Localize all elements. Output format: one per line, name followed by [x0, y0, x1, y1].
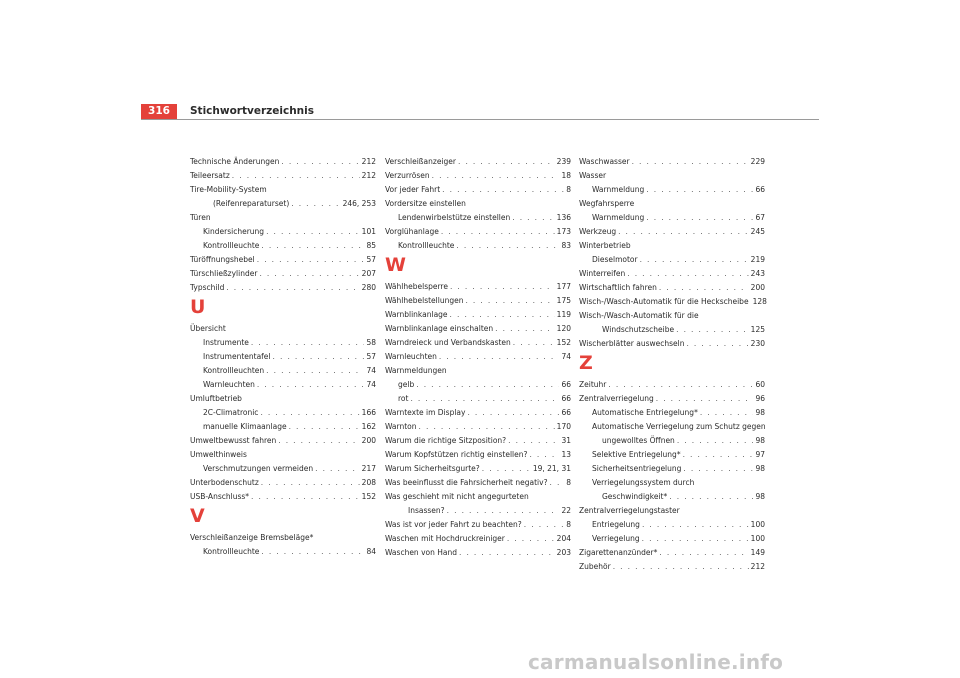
index-subentry — [190, 239, 376, 253]
entry-label: gelb — [398, 380, 415, 389]
index-section-letter: Z — [579, 352, 593, 374]
index-subentry — [385, 504, 571, 518]
entry-label: Zentralverriegelungstaster — [579, 506, 680, 515]
index-entry — [579, 546, 765, 560]
entry-page-ref: 166 — [361, 408, 376, 417]
index-entry — [385, 225, 571, 239]
entry-label: Warntexte im Display — [385, 408, 466, 417]
index-entry — [385, 448, 571, 462]
index-subentry — [385, 392, 571, 406]
entry-page-ref: 100 — [750, 520, 765, 529]
entry-label: Vordersitze einstellen — [385, 199, 466, 208]
entry-page-ref: 177 — [556, 282, 571, 291]
entry-label: Verschleißanzeige Bremsbeläge* — [190, 533, 314, 542]
index-entry — [385, 434, 571, 448]
entry-label: Verzurrösen — [385, 171, 430, 180]
index-entry — [579, 560, 765, 574]
index-entry — [385, 532, 571, 546]
index-entry — [190, 281, 376, 295]
index-entry — [579, 169, 765, 183]
dot-leader — [257, 253, 365, 267]
entry-label: Dieselmotor — [592, 255, 638, 264]
watermark-text: carmanualsonline.info — [528, 650, 784, 674]
entry-page-ref: 98 — [755, 436, 765, 445]
entry-page-ref: 219 — [750, 255, 765, 264]
entry-label: Verriegelungssystem durch — [592, 478, 695, 487]
index-section-letter: V — [190, 505, 205, 527]
entry-label: Warnmeldungen — [385, 366, 447, 375]
index-subentry — [579, 323, 765, 337]
dot-leader — [261, 476, 360, 490]
index-column-1 — [190, 155, 376, 559]
index-subentry — [579, 211, 765, 225]
entry-page-ref: 83 — [561, 241, 571, 250]
dot-leader — [676, 323, 749, 337]
index-entry — [190, 183, 376, 197]
dot-leader — [683, 448, 754, 462]
dot-leader — [456, 239, 559, 253]
index-subentry — [190, 225, 376, 239]
entry-label: Kindersicherung — [203, 227, 265, 236]
index-entry — [385, 183, 571, 197]
entry-label: Tire-Mobility-System — [190, 185, 267, 194]
entry-label: Zigarettenanzünder* — [579, 548, 658, 557]
entry-label: Winterreifen — [579, 269, 626, 278]
header-divider — [141, 119, 819, 120]
entry-label: Kontrollleuchte — [398, 241, 455, 250]
entry-label: Kontrollleuchten — [203, 366, 265, 375]
dot-leader — [432, 169, 560, 183]
index-subentry — [579, 183, 765, 197]
dot-leader — [315, 462, 360, 476]
entry-label: Windschutzscheibe — [602, 325, 675, 334]
index-entry — [190, 211, 376, 225]
index-entry — [190, 155, 376, 169]
index-subentry — [190, 406, 376, 420]
entry-page-ref: 57 — [366, 352, 376, 361]
index-entry — [579, 378, 765, 392]
dot-leader — [677, 434, 754, 448]
entry-page-ref: 98 — [755, 408, 765, 417]
dot-leader — [450, 280, 555, 294]
index-subentry — [190, 420, 376, 434]
entry-page-ref: 8 — [566, 520, 571, 529]
entry-label: Warum Sicherheitsgurte? — [385, 464, 480, 473]
entry-page-ref: 245 — [750, 227, 765, 236]
entry-label: Wischerblätter auswechseln — [579, 339, 685, 348]
index-entry — [385, 197, 571, 211]
dot-leader — [266, 225, 360, 239]
dot-leader — [232, 169, 360, 183]
entry-page-ref: 66 — [561, 408, 571, 417]
entry-label: (Reifenreparaturset) — [213, 199, 290, 208]
index-subentry — [579, 448, 765, 462]
entry-label: Wisch-/Wasch-Automatik für die — [579, 311, 699, 320]
index-entry — [385, 490, 571, 504]
entry-page-ref: 66 — [561, 380, 571, 389]
entry-page-ref: 200 — [361, 436, 376, 445]
entry-page-ref: 152 — [361, 492, 376, 501]
entry-page-ref: 120 — [556, 324, 571, 333]
dot-leader — [261, 239, 364, 253]
entry-label: Zubehör — [579, 562, 611, 571]
entry-label: Warnleuchten — [385, 352, 437, 361]
dot-leader — [251, 336, 365, 350]
index-subentry — [579, 420, 765, 434]
dot-leader — [278, 434, 359, 448]
entry-label: Warnmeldung — [592, 185, 645, 194]
index-entry — [385, 155, 571, 169]
dot-leader — [495, 322, 555, 336]
dot-leader — [507, 532, 555, 546]
index-entry — [385, 336, 571, 350]
entry-label: USB-Anschluss* — [190, 492, 250, 501]
entry-label: Türöffnungshebel — [190, 255, 255, 264]
entry-label: Warnleuchten — [203, 380, 255, 389]
dot-leader — [467, 406, 559, 420]
entry-page-ref: 58 — [366, 338, 376, 347]
entry-label: Verschleißanzeiger — [385, 157, 456, 166]
entry-page-ref: 98 — [755, 464, 765, 473]
dot-leader — [259, 267, 359, 281]
entry-page-ref: 208 — [361, 478, 376, 487]
index-entry — [385, 308, 571, 322]
entry-page-ref: 128 — [752, 297, 767, 306]
entry-page-ref: 96 — [755, 394, 765, 403]
index-column-2 — [385, 155, 571, 560]
entry-label: Insassen? — [408, 506, 445, 515]
entry-label: Zeituhr — [579, 380, 607, 389]
dot-leader — [442, 183, 564, 197]
entry-label: Unterbodenschutz — [190, 478, 259, 487]
entry-label: Wählhebelstellungen — [385, 296, 464, 305]
index-column-3 — [579, 155, 765, 574]
dot-leader — [642, 532, 749, 546]
index-subentry — [579, 434, 765, 448]
dot-leader — [416, 378, 559, 392]
entry-page-ref: 239 — [556, 157, 571, 166]
dot-leader — [613, 560, 749, 574]
entry-page-ref: 100 — [750, 534, 765, 543]
index-entry — [385, 518, 571, 532]
index-entry — [190, 448, 376, 462]
entry-page-ref: 84 — [366, 547, 376, 556]
dot-leader — [257, 378, 365, 392]
dot-leader — [441, 225, 555, 239]
entry-label: Winterbetrieb — [579, 241, 631, 250]
index-entry — [385, 322, 571, 336]
entry-page-ref: 119 — [556, 310, 571, 319]
dot-leader — [281, 155, 359, 169]
index-subentry — [385, 239, 571, 253]
index-entry — [579, 504, 765, 518]
index-entry — [190, 476, 376, 490]
entry-page-ref: 22 — [561, 506, 571, 515]
entry-page-ref: 243 — [750, 269, 765, 278]
dot-leader — [659, 281, 749, 295]
index-subentry — [579, 462, 765, 476]
dot-leader — [656, 392, 754, 406]
entry-page-ref: 18 — [561, 171, 571, 180]
index-subentry — [190, 336, 376, 350]
index-entry — [579, 225, 765, 239]
dot-leader — [646, 183, 753, 197]
index-entry — [579, 155, 765, 169]
index-entry — [190, 169, 376, 183]
dot-leader — [608, 378, 753, 392]
entry-label: Sicherheitsentriegelung — [592, 464, 682, 473]
entry-label: Waschen von Hand — [385, 548, 457, 557]
entry-page-ref: 60 — [755, 380, 765, 389]
index-entry — [385, 420, 571, 434]
entry-label: Kontrollleuchte — [203, 547, 260, 556]
dot-leader — [459, 546, 555, 560]
index-entry — [579, 392, 765, 406]
entry-label: Warndreieck und Verbandskasten — [385, 338, 511, 347]
index-section-letter: U — [190, 296, 206, 318]
entry-page-ref: 19, 21, 31 — [532, 464, 571, 473]
entry-page-ref: 175 — [556, 296, 571, 305]
entry-page-ref: 162 — [361, 422, 376, 431]
index-entry — [579, 267, 765, 281]
dot-leader — [686, 337, 748, 351]
index-entry — [190, 434, 376, 448]
entry-page-ref: 8 — [566, 185, 571, 194]
entry-label: Wisch-/Wasch-Automatik für die Heckscheibe — [579, 297, 749, 306]
entry-page-ref: 149 — [750, 548, 765, 557]
entry-label: Technische Änderungen — [190, 157, 280, 166]
index-entry — [385, 169, 571, 183]
index-subentry — [190, 462, 376, 476]
entry-page-ref: 246, 253 — [342, 199, 376, 208]
entry-label: Automatische Verriegelung zum Schutz gegen — [592, 422, 766, 431]
index-subentry — [579, 253, 765, 267]
entry-page-ref: 66 — [755, 185, 765, 194]
entry-page-ref: 173 — [556, 227, 571, 236]
entry-label: Wählhebelsperre — [385, 282, 448, 291]
index-entry — [190, 253, 376, 267]
dot-leader — [482, 462, 531, 476]
index-entry — [579, 281, 765, 295]
index-entry — [579, 309, 765, 323]
entry-label: Selektive Entriegelung* — [592, 450, 681, 459]
index-entry — [385, 546, 571, 560]
dot-leader — [659, 546, 748, 560]
dot-leader — [291, 197, 340, 211]
entry-label: Umweltbewusst fahren — [190, 436, 277, 445]
entry-page-ref: 67 — [755, 213, 765, 222]
entry-label: Werkzeug — [579, 227, 617, 236]
index-entry — [385, 476, 571, 490]
index-entry — [190, 267, 376, 281]
entry-label: Automatische Entriegelung* — [592, 408, 698, 417]
index-entry — [579, 239, 765, 253]
entry-page-ref: 74 — [366, 366, 376, 375]
entry-label: Typschild — [190, 283, 225, 292]
index-entry — [385, 364, 571, 378]
index-entry — [385, 350, 571, 364]
index-entry — [579, 295, 765, 309]
dot-leader — [512, 211, 554, 225]
dot-leader — [508, 434, 559, 448]
dot-leader — [419, 420, 555, 434]
entry-page-ref: 66 — [561, 394, 571, 403]
index-entry — [190, 392, 376, 406]
index-entry — [385, 280, 571, 294]
entry-page-ref: 212 — [750, 562, 765, 571]
dot-leader — [618, 225, 749, 239]
index-entry — [385, 406, 571, 420]
index-subentry — [579, 518, 765, 532]
dot-leader — [700, 406, 754, 420]
index-subentry — [190, 350, 376, 364]
index-subentry — [190, 197, 376, 211]
dot-leader — [458, 155, 555, 169]
dot-leader — [447, 504, 560, 518]
index-entry — [190, 490, 376, 504]
dot-leader — [550, 476, 565, 490]
page-number-badge: 316 — [141, 104, 177, 119]
entry-page-ref: 203 — [556, 548, 571, 557]
entry-page-ref: 97 — [755, 450, 765, 459]
entry-label: Warnblinkanlage — [385, 310, 448, 319]
dot-leader — [273, 350, 365, 364]
entry-label: Teileersatz — [190, 171, 230, 180]
index-subentry — [579, 406, 765, 420]
entry-label: Was ist vor jeder Fahrt zu beachten? — [385, 520, 522, 529]
entry-label: Umluftbetrieb — [190, 394, 242, 403]
entry-page-ref: 101 — [361, 227, 376, 236]
index-subentry — [190, 545, 376, 559]
entry-label: Entriegelung — [592, 520, 640, 529]
index-entry — [579, 197, 765, 211]
entry-label: Instrumente — [203, 338, 249, 347]
entry-page-ref: 136 — [556, 213, 571, 222]
page-title: Stichwortverzeichnis — [190, 105, 314, 117]
entry-page-ref: 13 — [561, 450, 571, 459]
entry-label: manuelle Klimaanlage — [203, 422, 287, 431]
entry-page-ref: 229 — [750, 157, 765, 166]
entry-label: Instrumententafel — [203, 352, 271, 361]
entry-label: Was geschieht mit nicht angegurteten — [385, 492, 529, 501]
index-entry — [385, 462, 571, 476]
index-subentry — [579, 490, 765, 504]
entry-label: Warum die richtige Sitzposition? — [385, 436, 507, 445]
dot-leader — [669, 490, 753, 504]
dot-leader — [627, 267, 748, 281]
index-subentry — [579, 476, 765, 490]
index-subentry — [385, 211, 571, 225]
entry-label: Wasser — [579, 171, 607, 180]
entry-label: Warum Kopfstützen richtig einstellen? — [385, 450, 528, 459]
entry-label: Verriegelung — [592, 534, 640, 543]
dot-leader — [266, 364, 364, 378]
entry-label: Warnblinkanlage einschalten — [385, 324, 494, 333]
dot-leader — [226, 281, 359, 295]
entry-label: Verschmutzungen vermeiden — [203, 464, 314, 473]
entry-page-ref: 74 — [561, 352, 571, 361]
entry-page-ref: 31 — [561, 436, 571, 445]
dot-leader — [289, 420, 360, 434]
dot-leader — [646, 211, 753, 225]
entry-page-ref: 8 — [566, 478, 571, 487]
entry-page-ref: 125 — [750, 325, 765, 334]
entry-page-ref: 207 — [361, 269, 376, 278]
entry-page-ref: 85 — [366, 241, 376, 250]
dot-leader — [632, 155, 749, 169]
dot-leader — [450, 308, 555, 322]
dot-leader — [513, 336, 555, 350]
entry-label: Waschwasser — [579, 157, 630, 166]
dot-leader — [640, 253, 749, 267]
index-subentry — [579, 532, 765, 546]
entry-label: Geschwindigkeit* — [602, 492, 668, 501]
index-subentry — [190, 364, 376, 378]
entry-label: Vor jeder Fahrt — [385, 185, 441, 194]
entry-label: Kontrollleuchte — [203, 241, 260, 250]
entry-page-ref: 230 — [750, 339, 765, 348]
dot-leader — [524, 518, 564, 532]
entry-label: 2C-Climatronic — [203, 408, 259, 417]
index-entry — [385, 294, 571, 308]
entry-label: Übersicht — [190, 324, 226, 333]
entry-label: Umwelthinweis — [190, 450, 247, 459]
entry-page-ref: 152 — [556, 338, 571, 347]
entry-page-ref: 204 — [556, 534, 571, 543]
entry-label: Was beeinflusst die Fahrsicherheit negativ? — [385, 478, 548, 487]
index-section-letter: W — [385, 254, 406, 276]
index-entry — [190, 531, 376, 545]
entry-label: Lendenwirbelstütze einstellen — [398, 213, 511, 222]
index-entry — [579, 337, 765, 351]
entry-label: ungewolltes Öffnen — [602, 436, 675, 445]
dot-leader — [683, 462, 753, 476]
entry-page-ref: 200 — [750, 283, 765, 292]
entry-label: Vorglühanlage — [385, 227, 439, 236]
entry-label: rot — [398, 394, 409, 403]
entry-label: Waschen mit Hochdruckreiniger — [385, 534, 505, 543]
dot-leader — [410, 392, 559, 406]
entry-page-ref: 98 — [755, 492, 765, 501]
entry-label: Wirtschaftlich fahren — [579, 283, 657, 292]
entry-label: Wegfahrsperre — [579, 199, 635, 208]
index-entry — [190, 322, 376, 336]
dot-leader — [465, 294, 554, 308]
dot-leader — [529, 448, 559, 462]
dot-leader — [251, 490, 360, 504]
entry-page-ref: 217 — [361, 464, 376, 473]
entry-label: Zentralverriegelung — [579, 394, 654, 403]
entry-label: Warnmeldung — [592, 213, 645, 222]
index-subentry — [385, 378, 571, 392]
entry-page-ref: 74 — [366, 380, 376, 389]
entry-page-ref: 212 — [361, 157, 376, 166]
entry-page-ref: 212 — [361, 171, 376, 180]
entry-page-ref: 57 — [366, 255, 376, 264]
entry-label: Türschließzylinder — [190, 269, 258, 278]
dot-leader — [642, 518, 749, 532]
entry-label: Türen — [190, 213, 211, 222]
dot-leader — [260, 406, 359, 420]
index-subentry — [190, 378, 376, 392]
entry-page-ref: 170 — [556, 422, 571, 431]
entry-label: Warnton — [385, 422, 417, 431]
dot-leader — [261, 545, 364, 559]
entry-page-ref: 280 — [361, 283, 376, 292]
dot-leader — [439, 350, 560, 364]
